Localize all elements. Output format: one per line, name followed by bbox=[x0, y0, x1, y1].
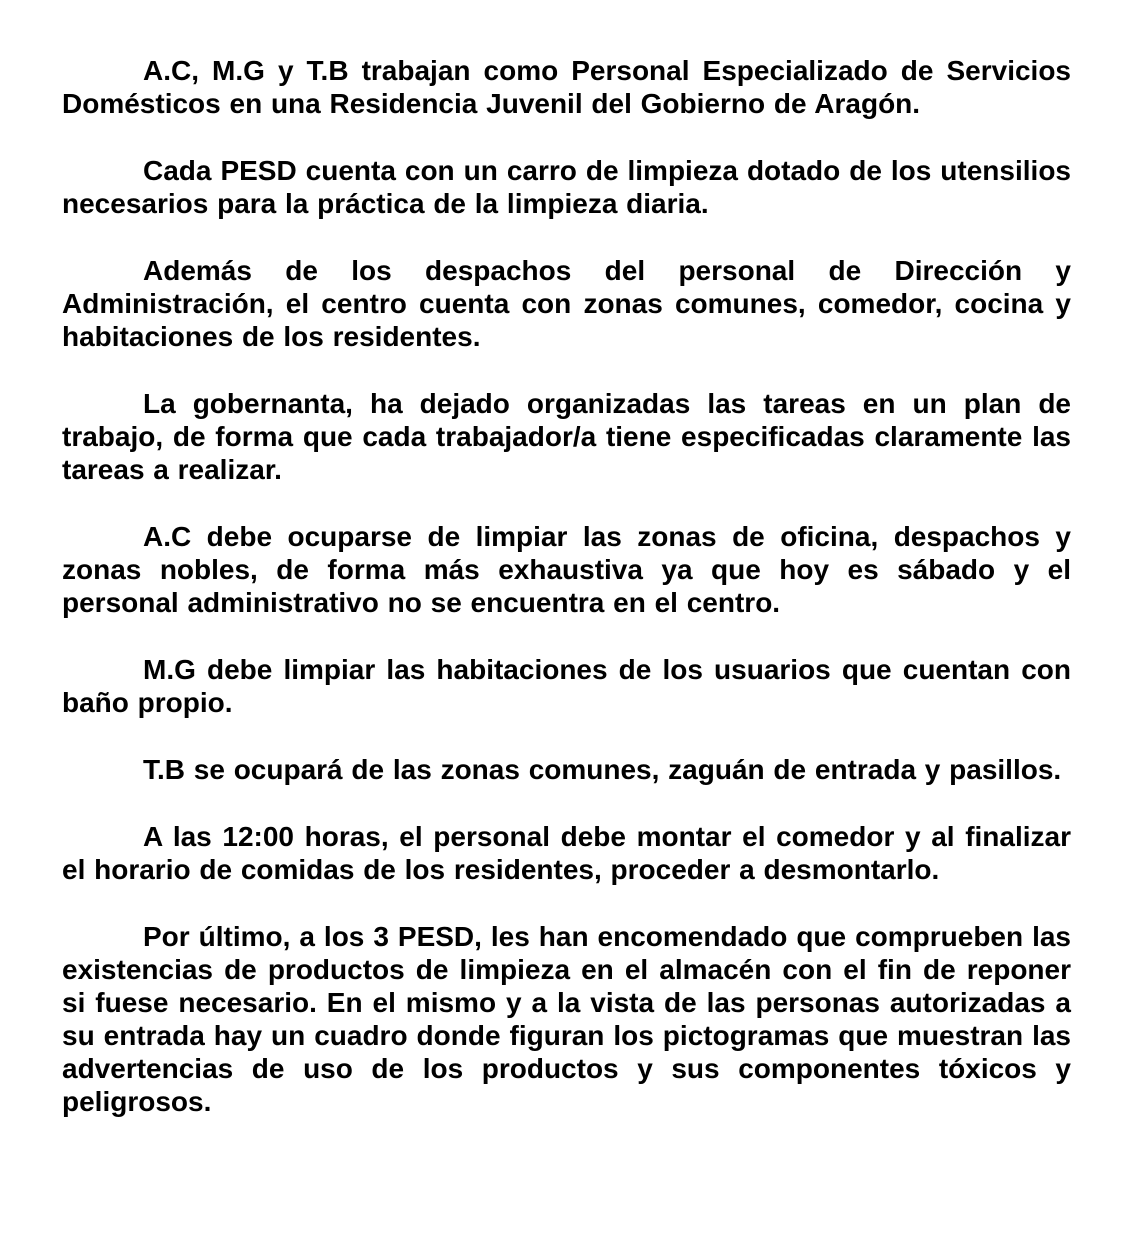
paragraph-cleaning-cart: Cada PESD cuenta con un carro de limpieza dotado de los utensilios necesarios para la práctica de la limpieza diaria. bbox=[62, 155, 1071, 219]
paragraph-task-ac: A.C debe ocuparse de limpiar las zonas de oficina, despachos y zonas nobles, de forma más exhaustiva ya que hoy es sábado y el personal administrativo no se encuentra en el centro. bbox=[62, 521, 1071, 618]
paragraph-work-plan: La gobernanta, ha dejado organizadas las tareas en un plan de trabajo, de forma que cada trabajador/a tiene especificadas claramente las tareas a realizar. bbox=[62, 388, 1071, 485]
paragraph-intro-workers: A.C, M.G y T.B trabajan como Personal Especializado de Servicios Domésticos en una Residencia Juvenil del Gobierno de Aragón. bbox=[62, 55, 1071, 119]
paragraph-task-tb: T.B se ocupará de las zonas comunes, zaguán de entrada y pasillos. bbox=[143, 754, 1062, 785]
paragraph-dining-room: A las 12:00 horas, el personal debe montar el comedor y al finalizar el horario de comidas de los residentes, proceder a desmontarlo. bbox=[62, 821, 1071, 885]
paragraph-center-areas: Además de los despachos del personal de Dirección y Administración, el centro cuenta con zonas comunes, comedor, cocina y habitaciones de los residentes. bbox=[62, 255, 1071, 352]
paragraph-task-mg: M.G debe limpiar las habitaciones de los usuarios que cuentan con baño propio. bbox=[62, 654, 1071, 718]
document-page bbox=[62, 54, 1071, 1118]
paragraph-warehouse-pictograms: Por último, a los 3 PESD, les han encomendado que comprueben las existencias de productos de limpieza en el almacén con el fin de reponer si fuese necesario. En el mismo y a la vista de las personas autorizadas a su entrada hay un cuadro donde figuran los pictogramas que muestran las advertencias de uso de los productos y sus componentes tóxicos y peligrosos. bbox=[62, 921, 1071, 1117]
